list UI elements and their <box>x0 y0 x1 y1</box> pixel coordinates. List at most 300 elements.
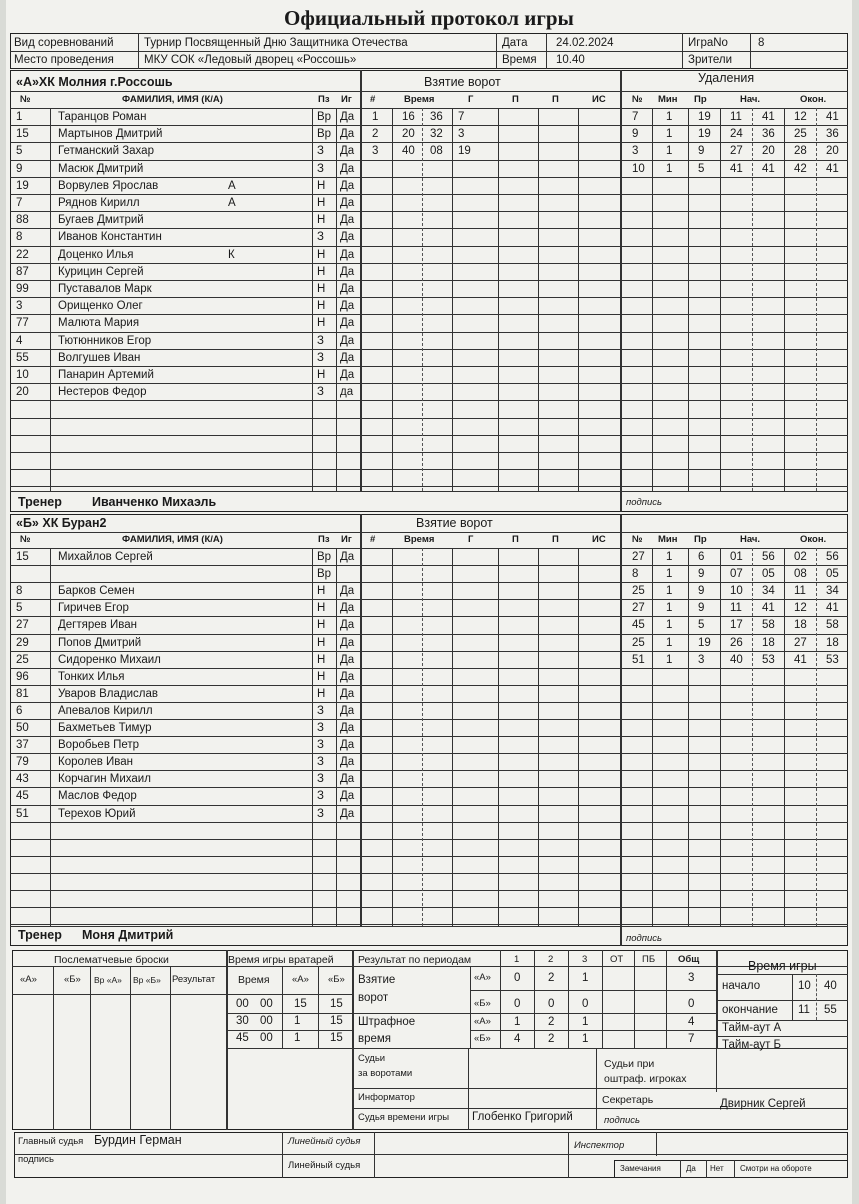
player-played: Да <box>340 739 355 752</box>
secretary-name: Двирник Сергей <box>720 1098 806 1110</box>
penalty-start-sec: 18 <box>762 636 775 649</box>
player-position: Н <box>317 585 326 598</box>
player-name: Михайлов Сергей <box>58 551 153 563</box>
team-b-pen-pr-header: Пр <box>694 534 707 545</box>
penalty-type: 9 <box>698 602 705 615</box>
team-b-pen-end-header: Окон. <box>800 534 827 545</box>
goalie-a-number: 1 <box>294 1032 301 1044</box>
player-played: Да <box>340 300 355 313</box>
goalie-b-number: 15 <box>330 998 343 1010</box>
player-position: З <box>317 231 324 244</box>
team-a-penalties-title: Удаления <box>698 71 755 85</box>
team-a-pen-min-header: Мин <box>658 94 678 105</box>
player-name: Тютюнников Егор <box>58 334 152 347</box>
main-referee-name: Бурдин Герман <box>94 1133 182 1147</box>
player-name: Бахметьев Тимур <box>58 722 152 734</box>
player-number: 3 <box>16 300 23 313</box>
player-played: Да <box>340 722 355 734</box>
team-b-pen-min-header: Мин <box>658 534 678 545</box>
penalty-start-sec: 36 <box>762 128 775 141</box>
penalty-type: 5 <box>698 162 705 175</box>
player-number: 88 <box>16 214 29 227</box>
game-end-label: окончание <box>722 1004 778 1016</box>
penalty-type: 19 <box>698 636 711 649</box>
team-b-coach-label: Тренер <box>18 928 62 942</box>
player-position: З <box>317 773 324 786</box>
player-played: Да <box>340 653 355 666</box>
result-period-value: 1 <box>582 972 589 984</box>
penalty-start-min: 24 <box>730 128 743 141</box>
date-value: 24.02.2024 <box>556 37 614 49</box>
penalty-end-sec: 34 <box>826 585 839 598</box>
team-b-num-header: № <box>20 534 31 545</box>
team-a-goal-p2-header: П <box>552 94 559 105</box>
player-played: Да <box>340 128 355 141</box>
player-position: Н <box>317 670 326 683</box>
player-position: З <box>317 704 324 717</box>
player-number: 20 <box>16 386 29 399</box>
player-played: Да <box>340 585 355 598</box>
main-referee-sign-label: подпись <box>18 1154 54 1165</box>
goalie-time-sec: 00 <box>260 1015 273 1027</box>
player-name: Барков Семен <box>58 585 135 598</box>
result-period-value: 2 <box>548 1016 555 1028</box>
period-2-header: 2 <box>548 954 554 965</box>
penalty-end-min: 41 <box>794 653 807 666</box>
penalty-type: 9 <box>698 568 705 581</box>
game-time-title: Время игры <box>748 959 817 973</box>
team-a-goal-num-header: # <box>370 94 376 105</box>
competition-value: Турнир Посвященный Дню Защитника Отечества <box>144 37 408 49</box>
player-played: Да <box>340 602 355 615</box>
penalty-end-sec: 05 <box>826 568 839 581</box>
penalty-end-sec: 41 <box>826 111 839 123</box>
goal-number: 1 <box>372 111 379 123</box>
player-played: Да <box>340 704 355 717</box>
informator-label: Информатор <box>358 1092 415 1103</box>
team-b-goal-time-header: Время <box>404 534 435 545</box>
player-name: Королев Иван <box>58 756 134 769</box>
player-number: 4 <box>16 334 23 347</box>
result-team-label: «Б» <box>474 998 491 1009</box>
player-position: Вр <box>317 551 332 563</box>
player-played: Да <box>340 551 355 563</box>
inspector-label: Инспектор <box>574 1140 625 1151</box>
player-position: Н <box>317 317 326 330</box>
player-position: Н <box>317 602 326 615</box>
player-name: Ряднов Кирилл <box>58 197 140 209</box>
player-position: З <box>317 162 324 175</box>
player-name: Доценко Илья <box>58 248 134 261</box>
player-number: 37 <box>16 739 29 752</box>
penalty-end-min: 25 <box>794 128 807 141</box>
goalie-b-header: «Б» <box>328 974 345 985</box>
player-played: Да <box>340 670 355 683</box>
team-a-goal-g-header: Г <box>468 94 474 105</box>
player-position: Н <box>317 369 326 381</box>
goal-number: 3 <box>372 145 379 158</box>
player-played: Да <box>340 756 355 769</box>
player-name: Бугаев Дмитрий <box>58 214 144 227</box>
team-b-pos-header: Пз <box>318 534 330 545</box>
shootout-title: Послематчевые броски <box>54 954 169 966</box>
penalty-type: 6 <box>698 551 705 563</box>
team-b-title: «Б» ХК Буран2 <box>16 516 107 530</box>
goals-row-label-1: Взятие <box>358 974 396 986</box>
penalty-start-sec: 56 <box>762 551 775 563</box>
goal-number: 2 <box>372 128 379 141</box>
penalty-minutes: 1 <box>666 585 673 598</box>
penalty-end-min: 02 <box>794 551 807 563</box>
team-b-goal-num-header: # <box>370 534 376 545</box>
total-header: Общ <box>678 954 700 965</box>
penalty-player: 8 <box>632 568 639 581</box>
penalty-type: 3 <box>698 653 705 666</box>
penalty-end-min: 27 <box>794 636 807 649</box>
penalty-start-min: 17 <box>730 619 743 632</box>
player-played: Да <box>340 334 355 347</box>
penalty-type: 19 <box>698 128 711 141</box>
result-period-value: 1 <box>514 1016 521 1028</box>
result-total-value: 0 <box>688 998 695 1010</box>
goalie-a-number: 15 <box>294 998 307 1010</box>
player-name: Сидоренко Михаил <box>58 653 161 666</box>
line-referee-label-2: Линейный судья <box>288 1160 361 1171</box>
goalie-time-title: Время игры вратарей <box>228 954 334 966</box>
penalty-type: 9 <box>698 145 705 158</box>
goalie-time-min: 45 <box>236 1032 249 1044</box>
player-position: Н <box>317 248 326 261</box>
penalty-player: 27 <box>632 602 645 615</box>
penalty-minutes: 1 <box>666 128 673 141</box>
player-position: Н <box>317 619 326 632</box>
goal-minute: 20 <box>402 128 415 141</box>
player-played: Да <box>340 162 355 175</box>
penalty-start-min: 01 <box>730 551 743 563</box>
player-role: А <box>228 179 236 192</box>
goalie-a-header: «А» <box>292 974 309 985</box>
goalie-time-min: 00 <box>236 998 249 1010</box>
player-position: З <box>317 722 324 734</box>
remarks-see-back: Смотри на обороте <box>740 1164 812 1173</box>
team-b-goal-p2-header: П <box>552 534 559 545</box>
player-position: З <box>317 807 324 820</box>
penalty-minutes: 1 <box>666 636 673 649</box>
player-number: 77 <box>16 317 29 330</box>
player-number: 15 <box>16 128 29 141</box>
penalty-end-min: 28 <box>794 145 807 158</box>
player-number: 96 <box>16 670 29 683</box>
player-position: Н <box>317 283 326 295</box>
team-b-played-header: Иг <box>341 534 352 545</box>
goal-second: 36 <box>430 111 443 123</box>
penalty-end-sec: 56 <box>826 551 839 563</box>
game-start-minute: 40 <box>824 980 837 992</box>
player-played: Да <box>340 687 355 700</box>
team-b-sign-label: подпись <box>626 933 663 944</box>
penalty-minutes: 1 <box>666 111 673 123</box>
game-start-hour: 10 <box>798 980 811 992</box>
penalty-type: 9 <box>698 585 705 598</box>
player-name: Панарин Артемий <box>58 369 154 381</box>
penalty-judges-label-2: оштраф. игроках <box>604 1073 687 1085</box>
penalty-judges-label-1: Судьи при <box>604 1058 655 1070</box>
penalty-end-sec: 20 <box>826 145 839 158</box>
player-name: Корчагин Михаил <box>58 773 151 786</box>
penalty-end-sec: 58 <box>826 619 839 632</box>
team-a-goals-title: Взятие ворот <box>424 75 501 89</box>
goal-scorer: 7 <box>458 111 465 123</box>
game-start-label: начало <box>722 980 761 992</box>
penalty-end-min: 12 <box>794 111 807 123</box>
penalty-start-min: 10 <box>730 585 743 598</box>
player-number: 22 <box>16 248 29 261</box>
player-number: 81 <box>16 687 29 700</box>
penalty-start-min: 26 <box>730 636 743 649</box>
goal-second: 32 <box>430 128 443 141</box>
penalty-player: 27 <box>632 551 645 563</box>
result-period-value: 1 <box>582 1033 589 1045</box>
result-period-value: 0 <box>582 998 589 1010</box>
player-name: Волгушев Иван <box>58 351 141 364</box>
shootout-gk-a-header: Вр «А» <box>94 975 122 985</box>
player-number: 1 <box>16 111 23 123</box>
player-position: Н <box>317 300 326 313</box>
penalty-end-min: 18 <box>794 619 807 632</box>
remarks-no: Нет <box>710 1164 724 1173</box>
period-1-header: 1 <box>514 954 520 965</box>
result-team-label: «А» <box>474 972 491 983</box>
goalie-b-number: 15 <box>330 1032 343 1044</box>
goal-scorer: 3 <box>458 128 465 141</box>
result-team-label: «Б» <box>474 1033 491 1044</box>
player-name: Терехов Юрий <box>58 807 136 820</box>
penalty-end-sec: 36 <box>826 128 839 141</box>
goal-minute: 40 <box>402 145 415 158</box>
result-total-value: 7 <box>688 1033 695 1045</box>
penalty-end-sec: 53 <box>826 653 839 666</box>
penalty-start-sec: 41 <box>762 162 775 175</box>
player-position: З <box>317 334 324 347</box>
shootout-a-header: «А» <box>20 974 37 985</box>
penalty-end-min: 42 <box>794 162 807 175</box>
goalie-time-min: 30 <box>236 1015 249 1027</box>
player-name: Тонких Илья <box>58 670 125 683</box>
player-number: 10 <box>16 369 29 381</box>
penalty-type: 5 <box>698 619 705 632</box>
player-played: Да <box>340 317 355 330</box>
penalty-end-sec: 18 <box>826 636 839 649</box>
protocol-page <box>6 0 852 1204</box>
game-number-label: ИграNo <box>688 37 728 49</box>
penalty-end-sec: 41 <box>826 602 839 615</box>
game-end-hour: 11 <box>798 1004 810 1016</box>
team-b-goal-is-header: ИС <box>592 534 606 545</box>
player-name: Гетманский Захар <box>58 145 154 158</box>
player-number: 5 <box>16 602 23 615</box>
penalty-minutes: 1 <box>666 145 673 158</box>
result-team-label: «А» <box>474 1016 491 1027</box>
goal-minute: 16 <box>402 111 415 123</box>
player-name: Попов Дмитрий <box>58 636 142 649</box>
player-name: Иванов Константин <box>58 231 162 244</box>
player-played: Да <box>340 248 355 261</box>
player-number: 99 <box>16 283 29 295</box>
shootout-gk-b-header: Вр «Б» <box>133 975 161 985</box>
team-a-played-header: Иг <box>341 94 352 105</box>
player-name: Орищенко Олег <box>58 300 143 313</box>
team-a-coach-name: Иванченко Михаэль <box>92 495 217 509</box>
player-name: Уваров Владислав <box>58 687 159 700</box>
team-b-goals-title: Взятие ворот <box>416 516 493 530</box>
penalty-end-sec: 41 <box>826 162 839 175</box>
player-number: 27 <box>16 619 29 632</box>
player-position: Вр <box>317 128 332 141</box>
goalie-time-sec: 00 <box>260 998 273 1010</box>
secretary-sign-label: подпись <box>604 1115 641 1126</box>
penalty-type: 19 <box>698 111 711 123</box>
spectators-label: Зрители <box>688 54 733 66</box>
penalty-start-sec: 41 <box>762 602 775 615</box>
remarks-label: Замечания <box>620 1164 661 1173</box>
pim-row-label-2: время <box>358 1033 392 1045</box>
player-number: 5 <box>16 145 23 158</box>
player-played: Да <box>340 145 355 158</box>
overtime-header: ОТ <box>610 954 624 965</box>
timeout-b-label: Тайм-аут Б <box>722 1039 782 1051</box>
competition-label: Вид соревнований <box>14 37 114 49</box>
team-a-name-header: ФАМИЛИЯ, ИМЯ (К/А) <box>122 94 223 105</box>
team-b-name-header: ФАМИЛИЯ, ИМЯ (К/А) <box>122 534 223 545</box>
goal-second: 08 <box>430 145 443 158</box>
shootout-result-header: Результат <box>172 974 216 985</box>
player-number: 43 <box>16 773 29 786</box>
team-b-goal-p1-header: П <box>512 534 519 545</box>
player-number: 55 <box>16 351 29 364</box>
player-played: Да <box>340 231 355 244</box>
player-played: Да <box>340 351 355 364</box>
goal-judges-label-1: Судьи <box>358 1053 386 1064</box>
penalty-player: 45 <box>632 619 645 632</box>
player-played: Да <box>340 283 355 295</box>
player-position: З <box>317 386 324 399</box>
team-a-goal-p1-header: П <box>512 94 519 105</box>
player-position: Н <box>317 265 326 278</box>
player-played: Да <box>340 636 355 649</box>
player-name: Маслов Федор <box>58 790 137 803</box>
goalie-time-sec: 00 <box>260 1032 273 1044</box>
secretary-label: Секретарь <box>602 1094 654 1106</box>
team-a-pos-header: Пз <box>318 94 330 105</box>
team-b-pen-start-header: Нач. <box>740 534 761 545</box>
result-period-value: 2 <box>548 972 555 984</box>
penalty-end-min: 08 <box>794 568 807 581</box>
penalty-player: 9 <box>632 128 639 141</box>
pim-row-label-1: Штрафное <box>358 1016 416 1028</box>
player-number: 19 <box>16 179 29 192</box>
penalty-start-min: 11 <box>730 111 742 123</box>
venue-label: Место проведения <box>14 54 114 66</box>
player-name: Нестеров Федор <box>58 386 147 399</box>
player-number: 25 <box>16 653 29 666</box>
team-b-pen-num-header: № <box>632 534 643 545</box>
player-played: Да <box>340 111 355 123</box>
goals-row-label-2: ворот <box>358 992 389 1004</box>
penalty-start-min: 41 <box>730 162 743 175</box>
penalty-start-min: 07 <box>730 568 743 581</box>
result-period-value: 1 <box>582 1016 589 1028</box>
game-end-minute: 55 <box>824 1004 837 1016</box>
penalty-player: 10 <box>632 162 645 175</box>
penalty-end-min: 12 <box>794 602 807 615</box>
team-a-goal-is-header: ИС <box>592 94 606 105</box>
player-name: Воробьев Петр <box>58 739 140 752</box>
team-a-pen-start-header: Нач. <box>740 94 761 105</box>
penalty-player: 25 <box>632 636 645 649</box>
timekeeper-name: Глобенко Григорий <box>472 1111 573 1123</box>
time-value: 10.40 <box>556 54 585 66</box>
player-position: Вр <box>317 568 332 581</box>
penalty-start-sec: 34 <box>762 585 775 598</box>
team-b-coach-name: Моня Дмитрий <box>82 928 174 942</box>
penalty-start-sec: 58 <box>762 619 775 632</box>
player-name: Курицин Сергей <box>58 265 144 278</box>
player-number: 50 <box>16 722 29 734</box>
penalty-minutes: 1 <box>666 162 673 175</box>
player-name: Апевалов Кирилл <box>58 704 153 717</box>
timekeeper-label: Судья времени игры <box>358 1112 450 1123</box>
team-a-pen-num-header: № <box>632 94 643 105</box>
player-name: Масюк Дмитрий <box>58 162 144 175</box>
player-number: 8 <box>16 585 23 598</box>
goalie-time-header: Время <box>238 974 270 986</box>
result-total-value: 4 <box>688 1016 695 1028</box>
result-period-value: 0 <box>514 972 521 984</box>
penalty-player: 7 <box>632 111 639 123</box>
period-3-header: 3 <box>582 954 588 965</box>
player-played: да <box>340 386 354 399</box>
player-number: 9 <box>16 162 23 175</box>
team-b-goal-g-header: Г <box>468 534 474 545</box>
penalty-player: 25 <box>632 585 645 598</box>
player-number: 79 <box>16 756 29 769</box>
page-title: Официальный протокол игры <box>284 6 574 30</box>
player-name: Таранцов Роман <box>58 111 147 123</box>
player-played: Да <box>340 214 355 227</box>
player-position: З <box>317 790 324 803</box>
result-period-value: 4 <box>514 1033 521 1045</box>
penalty-start-min: 27 <box>730 145 743 158</box>
player-name: Пуставалов Марк <box>58 283 152 295</box>
player-role: А <box>228 197 236 209</box>
player-name: Ворвулев Ярослав <box>58 179 159 192</box>
player-position: З <box>317 756 324 769</box>
player-number: 15 <box>16 551 29 563</box>
player-name: Малюта Мария <box>58 317 140 330</box>
player-played: Да <box>340 197 355 209</box>
period-results-title: Результат по периодам <box>358 954 472 966</box>
player-name: Дегтярев Иван <box>58 619 137 632</box>
penalty-player: 51 <box>632 653 645 666</box>
goalie-b-number: 15 <box>330 1015 343 1027</box>
player-position: З <box>317 145 324 158</box>
player-number: 51 <box>16 807 29 820</box>
team-a-sign-label: подпись <box>626 497 663 508</box>
penalty-start-sec: 20 <box>762 145 775 158</box>
penalty-minutes: 1 <box>666 568 673 581</box>
player-played: Да <box>340 790 355 803</box>
player-position: Вр <box>317 111 332 123</box>
